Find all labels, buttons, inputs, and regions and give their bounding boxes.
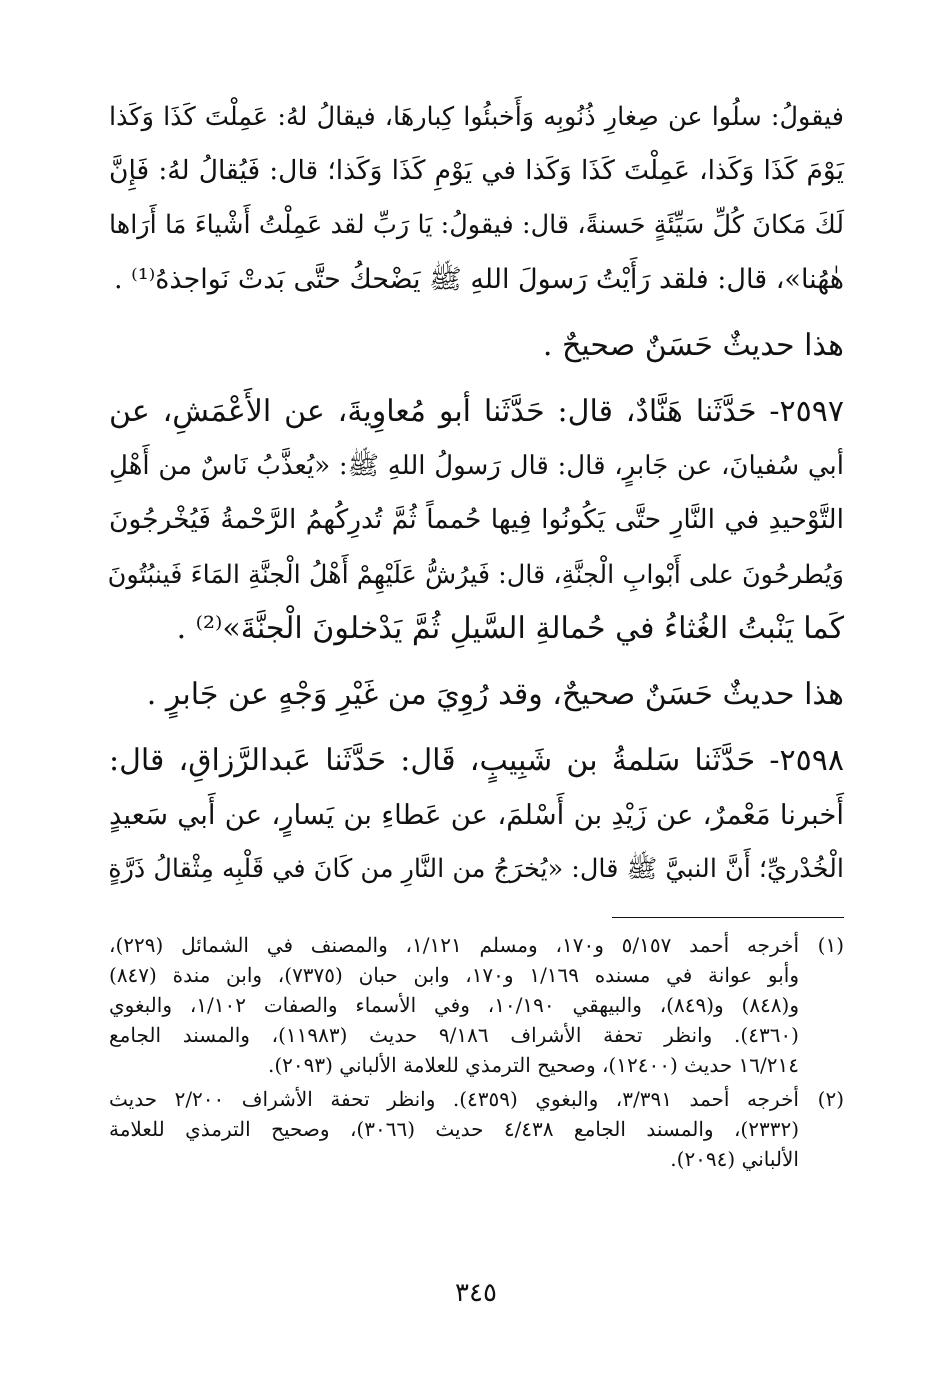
text-line: فيقولُ: سلُوا عن صِغارِ ذُنُوبِه وَأَخبئُوا كِبارهَا، فيقالُ لهُ: عَمِلْتَ كَذَا وَكَذا: [109, 102, 844, 132]
hadith-grading-line: هذا حديثٌ حَسَنٌ صحيحٌ .: [542, 327, 844, 363]
text-line: يَوْمَ كَذَا وَكَذا، عَمِلْتَ كَذَا وَكَذا في يَوْمِ كَذَا وَكَذا؛ قال: فَيُقالُ لهُ: فَإِنَّ: [109, 155, 844, 187]
footnote-1-line: ١٦/٢١٤ حديث (١٢٤٠٠)، وصحيح الترمذي للعلامة الألباني (٢٠٩٣).: [268, 1053, 799, 1077]
footnote-1-line: وأبو عوانة في مسنده ١/١٦٩ و١٧٠، وابن حبان (٧٣٧٥)، وابن مندة (٨٤٧): [109, 963, 800, 987]
footnotes: [109, 930, 844, 1174]
text-line: وَيُطرحُونَ على أَبْوابِ الْجنَّةِ، قال: فَيرُشُّ عَلَيْهِمْ أَهْلُ الْجنَّةِ المَاءَ فَينبُتُونَ: [107, 559, 844, 590]
footnote-1-line: [109, 930, 844, 960]
text-line: هٰهُنا»، قال: فلقد رَأَيْتُ رَسولَ اللهِ ﷺ يَضْحكُ حتَّى بَدتْ نَواجذهُ⁽¹⁾ .: [114, 263, 844, 295]
hadith-2598-start: ٢٥٩٨- حَدَّثَنا سَلمةُ بن شَبِيبٍ، قَال: حَدَّثَنا عَبدالرَّزاقِ، قال:: [109, 743, 844, 779]
text-line: أبي سُفيانَ، عن جَابرٍ، قال: قال رَسولُ اللهِ ﷺ: «يُعذَّبُ نَاسٌ من أَهْلِ: [109, 451, 844, 482]
hadith-2597-start: ٢٥٩٧- حَدَّثَنا هَنَّادٌ، قال: حَدَّثَنا أبو مُعاوِيةَ، عن الأَعْمَشِ، عن: [109, 393, 844, 429]
footnote-1-line: (٤٣٦٠). وانظر تحفة الأشراف ٩/١٨٦ حديث (١١٩٨٣)، والمسند الجامع: [109, 1023, 799, 1047]
text-line: التَّوْحيدِ في النَّارِ حتَّى يَكُونُوا فِيها حُمماً ثُمَّ تُدرِكُهمُ الرَّحْمةُ فَيُخْرجُونَ: [109, 504, 844, 536]
footnote-separator: [612, 917, 844, 918]
text-line: أَخبرنا مَعْمرٌ، عن زَيْدِ بن أَسْلمَ، عن عَطاءِ بن يَسارٍ، عن أَبي سَعيدٍ: [109, 799, 844, 832]
page-number: ٣٤٥: [455, 1278, 497, 1308]
text-line: لَكَ مَكانَ كُلِّ سَيِّئَةٍ حَسنةً، قال: فيقولُ: يَا رَبِّ لقد عَمِلْتُ أَشْياءَ مَا أَرَاها: [109, 210, 844, 241]
hadith-grading-line: هذا حديثٌ حَسَنٌ صحيحٌ، وقد رُوِيَ من غَيْرِ وَجْهٍ عن جَابرٍ .: [146, 676, 844, 712]
text-line: الْخُدْريِّ؛ أَنَّ النبيَّ ﷺ قال: «يُخرَجُ من النَّارِ من كَانَ في قَلْبِه مِثْقالُ ذَرَّةٍ: [108, 854, 844, 885]
footnote-2-line: [109, 1084, 844, 1114]
footnote-text: أخرجه أحمد ٥/١٥٧ و١٧٠، ومسلم ١/١٢١، والمصنف في الشمائل (٢٢٩)،: [109, 933, 800, 957]
footnote-2-line: الألباني (٢٠٩٤).: [670, 1147, 799, 1171]
main-text: [109, 90, 844, 897]
footnote-2-line: (٢٣٣٢)، والمسند الجامع ٤/٤٣٨ حديث (٣٠٦٦)، وصحيح الترمذي للعلامة: [109, 1117, 799, 1141]
footnote-marker: (٢): [817, 1087, 844, 1111]
footnote-text: أخرجه أحمد ٣/٣٩١، والبغوي (٤٣٥٩). وانظر تحفة الأشراف ٢/٢٠٠ حديث: [109, 1087, 799, 1111]
text-line: كَما يَنْبتُ الغُثاءُ في حُمالةِ السَّيلِ ثُمَّ يَدْخلونَ الْجنَّةَ»⁽²⁾ .: [176, 610, 844, 646]
footnote-1-line: و(٨٤٨) و(٨٤٩)، والبيهقي ١٠/١٩٠، وفي الأسماء والصفات ١/١٠٢، والبغوي: [109, 993, 800, 1017]
footnote-marker: (١): [817, 933, 845, 957]
